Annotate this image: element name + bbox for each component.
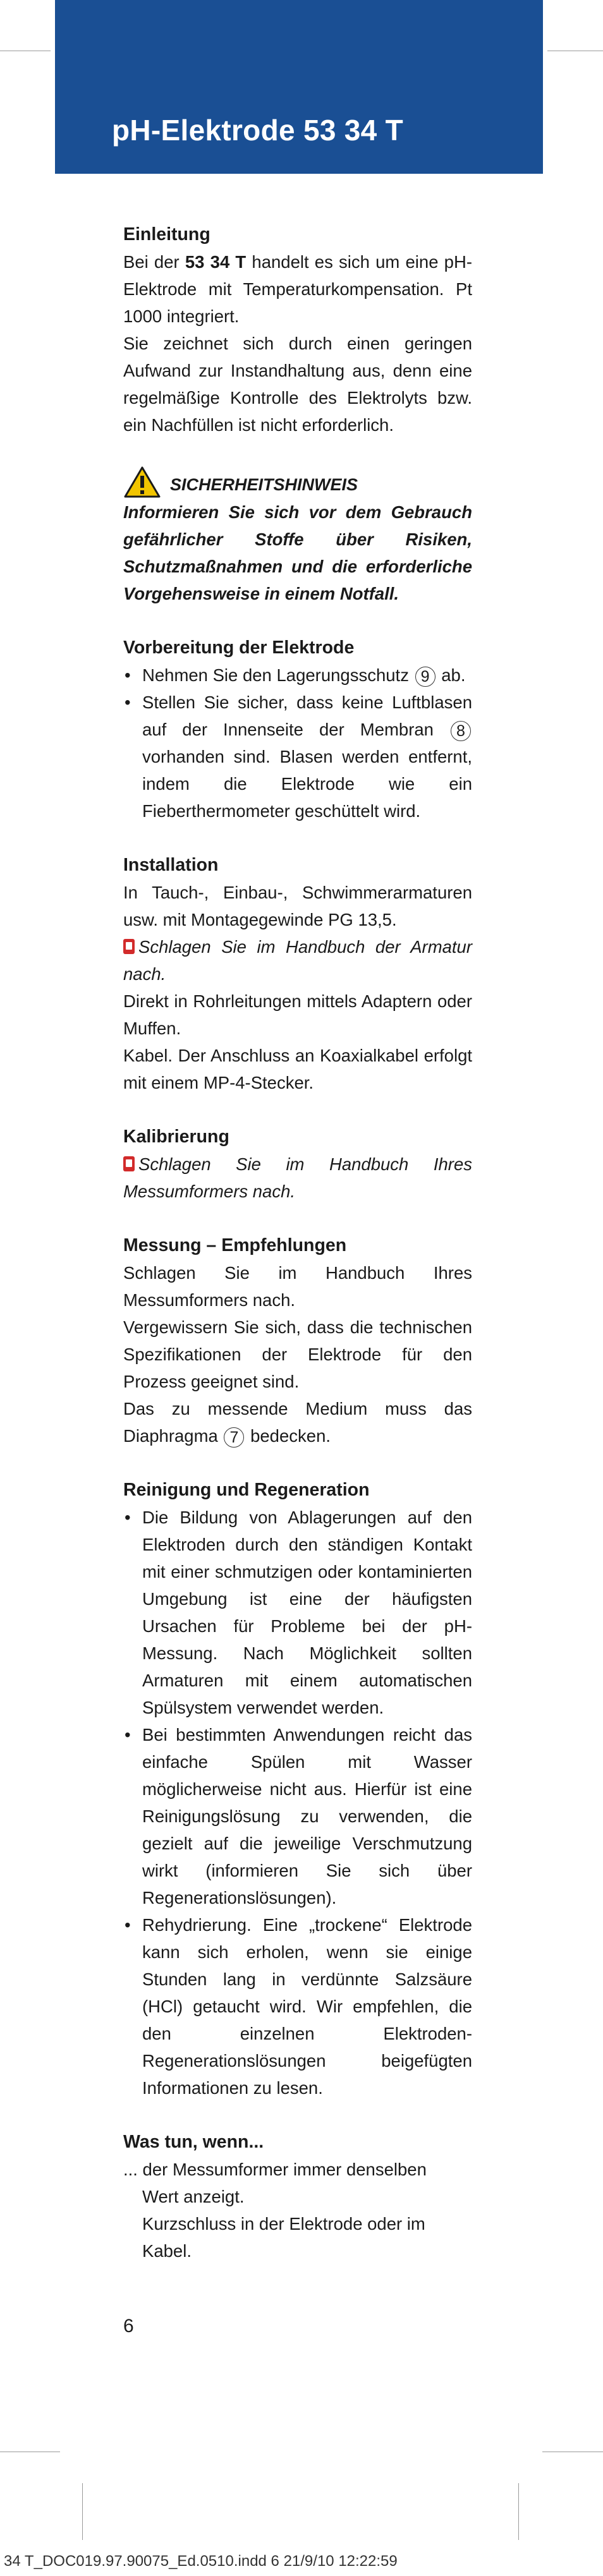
installation-paragraph xyxy=(123,988,472,1042)
intro-paragraph xyxy=(123,248,472,330)
section-heading: Messung – Empfehlungen xyxy=(123,1235,347,1255)
manual-reference-icon xyxy=(123,1156,135,1171)
cleaning-list xyxy=(123,1504,472,2101)
text-span: Schlagen Sie im Handbuch Ihres Messumformers nach. xyxy=(123,1154,472,1201)
lead-term: In Tauch-, Einbau-, Schwimmerarmaturen xyxy=(123,883,472,902)
warning-triangle-icon xyxy=(123,466,161,499)
section-introduction xyxy=(123,221,472,438)
section-heading: Einleitung xyxy=(123,224,210,245)
troubleshooting-line: ... der Messumformer immer denselben xyxy=(123,2160,427,2179)
section-installation xyxy=(123,852,472,1096)
installation-paragraph xyxy=(123,879,472,933)
crop-mark xyxy=(82,2483,83,2540)
safety-label: SICHERHEITSHINWEIS xyxy=(170,475,358,494)
installation-paragraph xyxy=(123,1042,472,1096)
lead-term: Direkt in Rohrleitungen xyxy=(123,991,302,1011)
text-span: . Eine „trockene“ Elektrode kann sich erholen, wenn sie einige Stunden lang in verdünnte Salzsäure (HCl) getaucht wird. Wir empfehlen, die den einzelnen Elektroden-Regenerationslösungen beigefügten Informationen zu lesen. xyxy=(142,1915,472,2098)
callout-number: 8 xyxy=(451,721,471,741)
safety-text: Informieren Sie sich vor dem Gebrauch gefährlicher Stoffe über Risiken, Schutzmaßnahmen und die erforderliche Vorgehensweise in einem Notfall. xyxy=(123,502,472,603)
callout-number: 9 xyxy=(415,667,436,687)
safety-label-row xyxy=(123,466,472,499)
text-span: Nehmen Sie den Lagerungsschutz xyxy=(142,665,409,685)
preparation-list xyxy=(123,662,472,825)
list-item xyxy=(123,1911,472,2101)
list-item: • Bei bestimmten Anwendungen reicht das einfache Spülen mit Wasser möglicherweise nicht aus. Hierfür ist eine Reinigungslösung zu verwenden, die gezielt auf die jeweilige Verschmutzung wirkt (informieren Sie sich über Regenerationslösungen). xyxy=(123,1721,472,1911)
callout-number: 7 xyxy=(224,1427,244,1448)
list-item xyxy=(123,689,472,825)
safety-notice xyxy=(123,466,472,607)
manual-reference xyxy=(123,1151,472,1205)
section-troubleshooting xyxy=(123,2129,472,2265)
manual-reference-icon xyxy=(123,939,135,954)
print-slug: 34 T_DOC019.97.90075_Ed.0510.indd 6 21/9/10 12:22:59 xyxy=(4,2553,398,2570)
troubleshooting-line: Kabel. xyxy=(142,2241,192,2261)
list-item xyxy=(123,662,472,689)
section-heading: Kalibrierung xyxy=(123,1127,229,1147)
text-span: Das zu messende Medium muss das Diaphragma xyxy=(123,1399,472,1446)
measurement-paragraph: Vergewissern Sie sich, dass die technischen Spezifikationen der Elektrode für den Prozess geeignet sind. xyxy=(123,1317,472,1391)
list-item: • Die Bildung von Ablagerungen auf den Elektroden durch den ständigen Kontakt mit einer schmutzigen oder kontaminierten Umgebung ist eine der häufigsten Ursachen für Probleme bei der pH-Messung. Nach Möglichkeit sollten Armaturen mit einem automatischen Spülsystem verwendet werden. xyxy=(123,1504,472,1721)
text-span: usw. mit Montagegewinde PG 13,5. xyxy=(123,910,397,929)
measurement-paragraph: Schlagen Sie im Handbuch Ihres Messumformers nach. xyxy=(123,1263,472,1310)
text-span: Schlagen Sie im Handbuch der Armatur nach. xyxy=(123,937,472,984)
lead-term: Rehydrierung xyxy=(142,1915,247,1935)
text-span: mittels Adaptern oder Muffen. xyxy=(123,991,473,1038)
troubleshooting-line: Kurzschluss in der Elektrode oder im xyxy=(142,2214,425,2234)
section-heading: Reinigung und Regeneration xyxy=(123,1480,370,1500)
section-calibration xyxy=(123,1123,472,1205)
section-heading: Vorbereitung der Elektrode xyxy=(123,638,355,658)
text-span: Der Anschluss an Koaxialkabel erfolgt mit einem MP-4-Stecker. xyxy=(123,1046,472,1092)
measurement-paragraph xyxy=(123,1395,472,1449)
section-measurement xyxy=(123,1232,472,1449)
section-preparation xyxy=(123,634,472,825)
troubleshooting-line: Wert anzeigt. xyxy=(142,2187,245,2206)
text-span: ab. xyxy=(441,665,466,685)
text-span: bedecken. xyxy=(250,1426,331,1446)
section-cleaning xyxy=(123,1477,472,2101)
section-heading: Was tun, wenn... xyxy=(123,2132,264,2152)
lead-term: Kabel. xyxy=(123,1046,173,1065)
page-title: pH-Elektrode 53 34 T xyxy=(112,114,404,147)
text-span: Stellen Sie sicher, dass keine Luftblasen auf der Innenseite der Membran xyxy=(142,692,472,739)
text-span: vorhanden sind. Blasen werden entfernt, indem die Elektrode wie ein Fieberthermometer geschüttelt wird. xyxy=(142,747,472,821)
manual-reference xyxy=(123,933,472,988)
title-banner xyxy=(55,0,543,174)
model-number: 53 34 T xyxy=(185,252,247,272)
section-heading: Installation xyxy=(123,855,219,875)
page-number: 6 xyxy=(123,2316,134,2337)
intro-paragraph: Sie zeichnet sich durch einen geringen Aufwand zur Instandhaltung aus, denn eine regelmäßige Kontrolle des Elektrolyts bzw. ein Nachfüllen ist nicht erforderlich. xyxy=(123,334,472,435)
text-span: handelt es sich um eine pH-Elektrode mit Temperaturkompensation. Pt 1000 integriert. xyxy=(123,252,472,326)
main-content xyxy=(123,221,472,2292)
crop-mark xyxy=(518,2483,519,2540)
text-span: Bei der xyxy=(123,252,180,272)
